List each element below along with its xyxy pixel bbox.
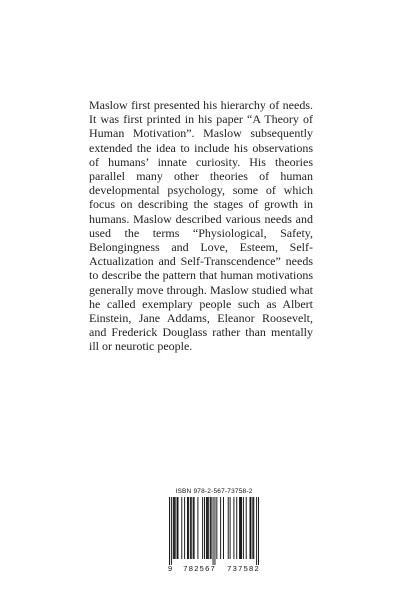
barcode-bar: [210, 497, 211, 559]
barcode-bar: [241, 497, 242, 559]
barcode-guard-bar: [213, 497, 214, 565]
barcode-bar: [252, 497, 253, 559]
barcode-bar: [187, 497, 188, 559]
barcode-bar: [197, 497, 198, 559]
barcode-bar: [216, 497, 217, 559]
isbn-barcode: [169, 497, 259, 565]
barcode-digits: [168, 564, 260, 574]
barcode-bar: [243, 497, 244, 559]
barcode-guard-bar: [256, 497, 257, 565]
barcode-bar: [240, 497, 241, 559]
barcode-bar: [174, 497, 175, 559]
barcode-guard-bar: [171, 497, 172, 565]
barcode-bar: [178, 497, 179, 559]
barcode-guard-bar: [169, 497, 170, 565]
barcode-guard-bar: [258, 497, 259, 565]
barcode-bar: [230, 497, 231, 559]
barcode-digit-first: 9: [168, 564, 173, 573]
barcode-bar: [233, 497, 234, 559]
barcode-bar: [173, 497, 174, 559]
barcode-guard-bar: [214, 497, 215, 565]
barcode-bar: [246, 497, 247, 559]
barcode-bar: [177, 497, 178, 559]
barcode-bar: [206, 497, 207, 559]
barcode-bar: [193, 497, 194, 559]
barcode-bar: [239, 497, 240, 559]
barcode-bar: [191, 497, 192, 559]
barcode-bar: [207, 497, 208, 559]
barcode-digits-left: 782567: [183, 564, 217, 573]
barcode-bar: [228, 497, 229, 559]
barcode-bar: [204, 497, 205, 559]
barcode-bar: [208, 497, 209, 559]
barcode-bar: [236, 497, 237, 559]
barcode-bar: [223, 497, 224, 559]
barcode-bar: [250, 497, 251, 559]
isbn-label: ISBN 978-2-567-73758-2: [175, 488, 253, 495]
barcode-bar: [211, 497, 212, 559]
barcode-bar: [194, 497, 195, 559]
barcode-bar: [253, 497, 254, 559]
isbn-block: [168, 487, 260, 574]
barcode-bar: [220, 497, 221, 559]
barcode-digits-right: 737582: [227, 564, 260, 573]
barcode-bar: [188, 497, 189, 559]
back-cover-blurb: Maslow first presented his hierarchy of needs. It was first printed in his paper “A Theory of Human Motivation”. Maslow subsequently extended the idea to include his observations of humans’ innate curiosity. His theories parallel many other theories of human developmental psychology, some of which focus on describing the stages of growth in humans. Maslow described various needs and used the terms “Physiological, Safety, Belongingness and Love, Esteem, Self-Actualization and Self-Transcendence” needs to describe the pattern that human motivations generally move through. Maslow studied what he called exemplary people such as Albert Einstein, Jane Addams, Eleanor Roosevelt, and Frederick Douglass rather than mentally ill or neurotic people.: [89, 98, 313, 354]
barcode-bar: [190, 497, 191, 559]
barcode-bar: [175, 497, 176, 559]
barcode-bar: [184, 497, 185, 559]
barcode-bar: [202, 497, 203, 559]
barcode-bar: [181, 497, 182, 559]
barcode-bar: [250, 497, 251, 559]
